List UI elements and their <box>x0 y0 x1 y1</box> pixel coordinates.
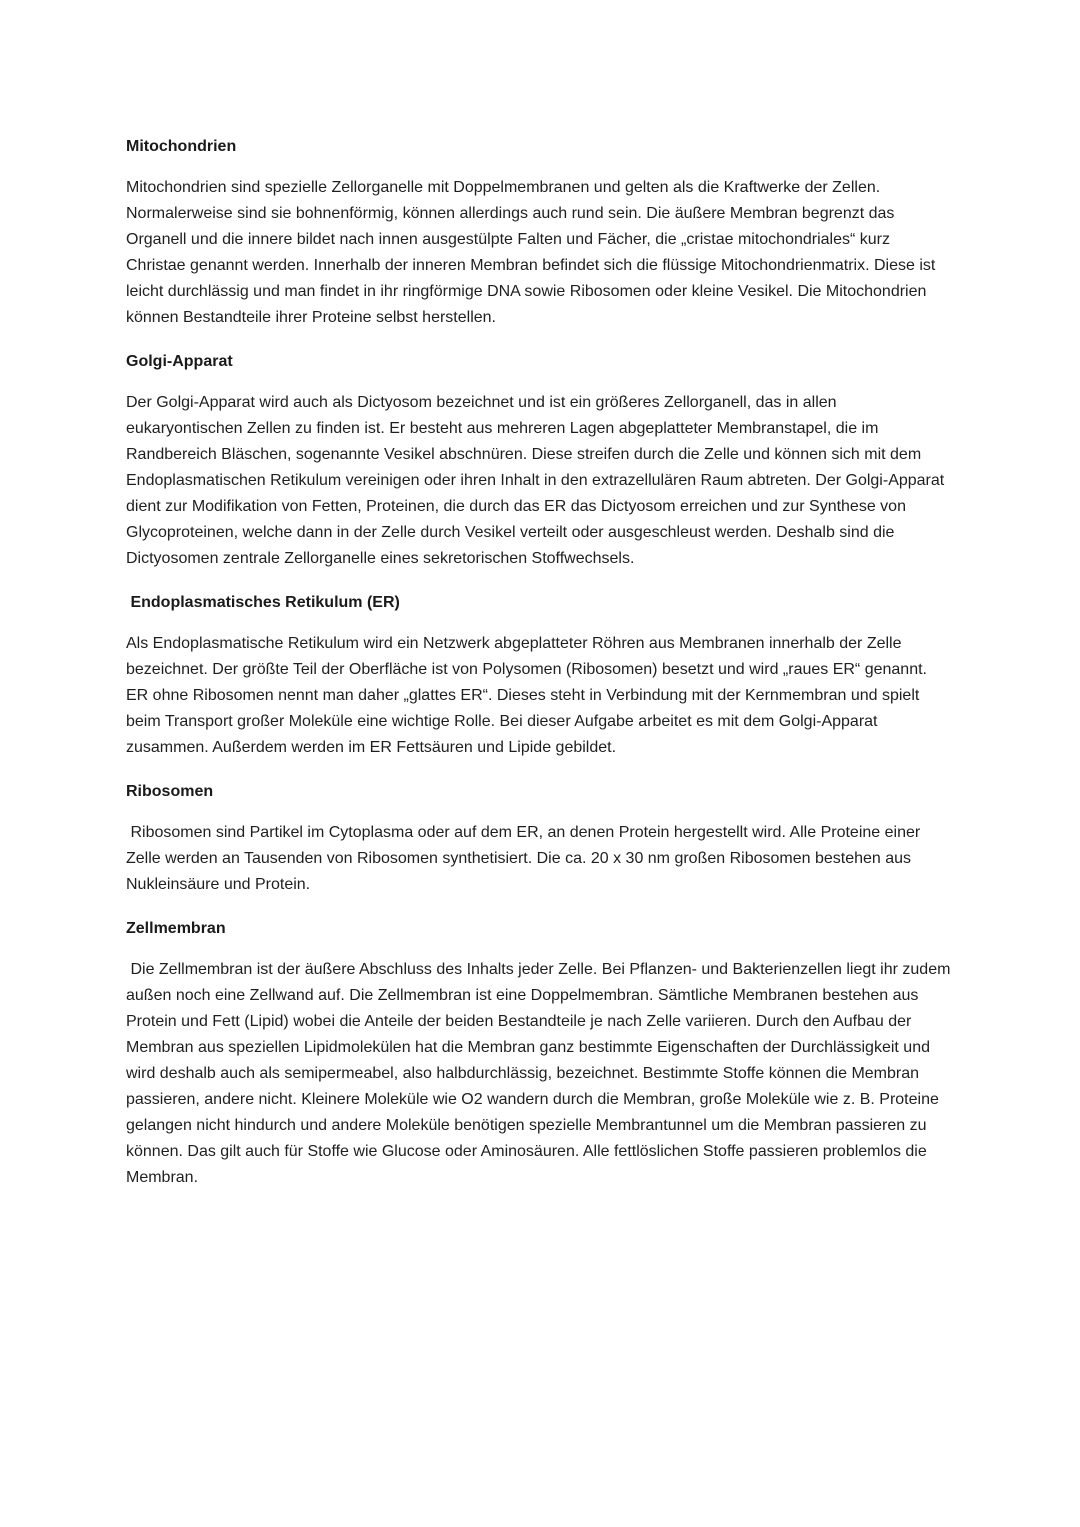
section-heading-ribosomen: Ribosomen <box>126 783 214 800</box>
section-heading-endoplasmatisches-retikulum: Endoplasmatisches Retikulum (ER) <box>126 594 400 611</box>
section-heading-mitochondrien: Mitochondrien <box>126 138 237 155</box>
document-content <box>126 134 955 1209</box>
section-zellmembran <box>126 916 955 1191</box>
section-mitochondrien <box>126 134 952 331</box>
section-ribosomen <box>126 779 952 898</box>
section-paragraph-endoplasmatisches-retikulum: Als Endoplasmatische Retikulum wird ein Netzwerk abgeplatteter Röhren aus Membranen innerhalb der Zelle bezeichnet. Der größte Teil der Oberfläche ist von Polysomen (Ribosomen) besetzt und wird „raues ER“ genannt. ER ohne Ribosomen nennt man daher „glattes ER“. Dieses steht in Verbindung mit der Kernmembran und spielt beim Transport großer Moleküle eine wichtige Rolle. Bei dieser Aufgabe arbeitet es mit dem Golgi-Apparat zusammen. Außerdem werden im ER Fettsäuren und Lipide gebildet. <box>126 635 932 756</box>
section-heading-zellmembran: Zellmembran <box>126 920 226 937</box>
section-paragraph-ribosomen: Ribosomen sind Partikel im Cytoplasma oder auf dem ER, an denen Protein hergestellt wird. Alle Proteine einer Zelle werden an Tausenden von Ribosomen synthetisiert. Die ca. 20 x 30 nm großen Ribosomen bestehen aus Nukleinsäure und Protein. <box>126 824 925 893</box>
section-paragraph-golgi-apparat: Der Golgi-Apparat wird auch als Dictyosom bezeichnet und ist ein größeres Zellorganell, das in allen eukaryontischen Zellen zu finden ist. Er besteht aus mehreren Lagen abgeplatteter Membranstapel, die im Randbereich Bläschen, sogenannte Vesikel abschnüren. Diese streifen durch die Zelle und können sich mit dem Endoplasmatischen Retikulum vereinigen oder ihren Inhalt in den extrazellulären Raum abtreten. Der Golgi-Apparat dient zur Modifikation von Fetten, Proteinen, die durch das ER das Dictyosom erreichen und zur Synthese von Glycoproteinen, welche dann in der Zelle durch Vesikel verteilt oder ausgeschleust werden. Deshalb sind die Dictyosomen zentrale Zellorganelle eines sekretorischen Stoffwechsels. <box>126 394 949 567</box>
section-paragraph-mitochondrien: Mitochondrien sind spezielle Zellorganelle mit Doppelmembranen und gelten als die Kraftwerke der Zellen. Normalerweise sind sie bohnenförmig, können allerdings auch rund sein. Die äußere Membran begrenzt das Organell und die innere bildet nach innen ausgestülpte Falten und Fächer, die „cristae mitochondriales“ kurz Christae genannt werden. Innerhalb der inneren Membran befindet sich die flüssige Mitochondrienmatrix. Diese ist leicht durchlässig und man findet in ihr ringförmige DNA sowie Ribosomen oder kleine Vesikel. Die Mitochondrien können Bestandteile ihrer Proteine selbst herstellen. <box>126 179 940 326</box>
section-golgi-apparat <box>126 349 952 572</box>
section-endoplasmatisches-retikulum <box>126 590 952 761</box>
section-paragraph-zellmembran: Die Zellmembran ist der äußere Abschluss des Inhalts jeder Zelle. Bei Pflanzen- und Bakterienzellen liegt ihr zudem außen noch eine Zellwand auf. Die Zellmembran ist eine Doppelmembran. Sämtliche Membranen bestehen aus Protein und Fett (Lipid) wobei die Anteile der beiden Bestandteile je nach Zelle variieren. Durch den Aufbau der Membran aus speziellen Lipidmolekülen hat die Membran ganz bestimmte Eigenschaften der Durchlässigkeit und wird deshalb auch als semipermeabel, also halbdurchlässig, bezeichnet. Bestimmte Stoffe können die Membran passieren, andere nicht. Kleinere Moleküle wie O2 wandern durch die Membran, große Moleküle wie z. B. Proteine gelangen nicht hindurch und andere Moleküle benötigen spezielle Membrantunnel um die Membran passieren zu können. Das gilt auch für Stoffe wie Glucose oder Aminosäuren. Alle fettlöslichen Stoffe passieren problemlos die Membran. <box>126 961 955 1186</box>
section-heading-golgi-apparat: Golgi-Apparat <box>126 353 233 370</box>
